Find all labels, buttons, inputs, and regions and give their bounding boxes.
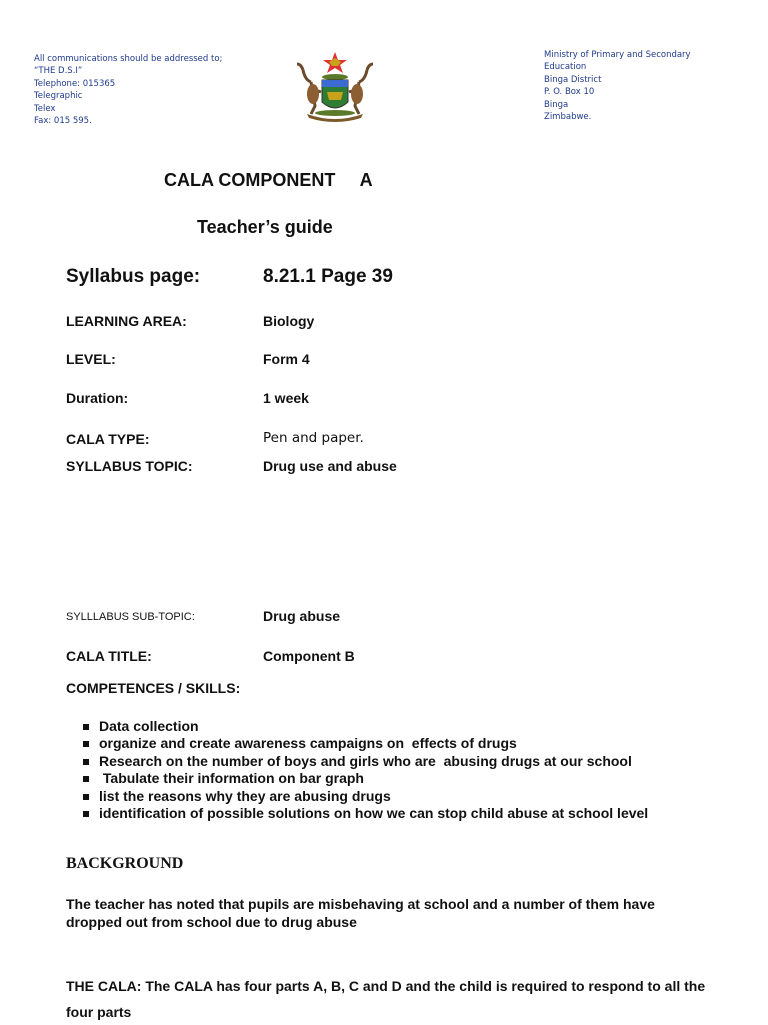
- cala-type-label: CALA TYPE:: [66, 431, 150, 447]
- syllabus-page-value: 8.21.1 Page 39: [263, 266, 393, 287]
- cala-type-value: Pen and paper.: [263, 430, 364, 446]
- duration-value: 1 week: [263, 390, 309, 406]
- teachers-guide-heading: Teacher’s guide: [197, 217, 333, 237]
- letterhead-address-right: [544, 49, 744, 123]
- list-item: list the reasons why they are abusing drugs: [66, 788, 746, 805]
- list-item: Tabulate their information on bar graph: [66, 770, 746, 787]
- sub-topic-value: Drug abuse: [263, 608, 341, 624]
- coat-of-arms-emblem: [291, 50, 379, 126]
- bullet-square-icon: [83, 776, 89, 782]
- address-line: Zimbabwe.: [544, 112, 592, 123]
- cala-title-label: CALA TITLE:: [66, 648, 152, 664]
- list-item: Data collection: [66, 718, 746, 735]
- background-heading: BACKGROUND: [66, 855, 184, 872]
- syllabus-topic-label: SYLLABUS TOPIC:: [66, 458, 193, 474]
- address-line: Fax: 015 595.: [34, 116, 92, 127]
- address-line: P. O. Box 10: [544, 87, 595, 98]
- address-line: Binga: [544, 99, 569, 110]
- cala-title-value: Component B: [263, 648, 355, 664]
- address-line: “THE D.S.I”: [34, 66, 83, 77]
- the-cala-text: THE CALA: The CALA has four parts A, B, C and D and the child is required to respond to all the four parts: [66, 978, 706, 1020]
- bullet-square-icon: [83, 741, 89, 747]
- sub-topic-label: SYLLLABUS SUB-TOPIC:: [66, 611, 195, 623]
- list-item: identification of possible solutions on how we can stop child abuse at school level: [66, 805, 746, 822]
- cala-component-heading: CALA COMPONENT A: [164, 170, 373, 190]
- bullet-square-icon: [83, 724, 89, 730]
- address-line: Telegraphic: [34, 91, 83, 102]
- letterhead-address-left: [34, 53, 254, 127]
- level-label: LEVEL:: [66, 351, 116, 367]
- duration-label: Duration:: [66, 390, 129, 406]
- address-line: Education: [544, 62, 587, 73]
- bullet-square-icon: [83, 759, 89, 765]
- learning-area-value: Biology: [263, 313, 315, 329]
- syllabus-topic-value: Drug use and abuse: [263, 458, 397, 474]
- bullet-square-icon: [83, 811, 89, 817]
- list-item: organize and create awareness campaigns on effects of drugs: [66, 735, 746, 752]
- address-line: All communications should be addressed to;: [34, 54, 223, 64]
- list-item: Research on the number of boys and girls who are abusing drugs at our school: [66, 753, 746, 770]
- competences-heading: COMPETENCES / SKILLS:: [66, 680, 241, 696]
- address-line: Telephone: 015365: [34, 78, 116, 89]
- bullet-square-icon: [83, 794, 89, 800]
- background-text: The teacher has noted that pupils are misbehaving at school and a number of them have dropped out from school due to drug abuse: [66, 896, 655, 930]
- level-value: Form 4: [263, 351, 310, 367]
- address-line: Binga District: [544, 74, 602, 85]
- address-line: Ministry of Primary and Secondary: [544, 50, 691, 60]
- competences-list: [66, 718, 746, 822]
- address-line: Telex: [34, 103, 56, 114]
- syllabus-page-label: Syllabus page:: [66, 266, 201, 287]
- learning-area-label: LEARNING AREA:: [66, 313, 187, 329]
